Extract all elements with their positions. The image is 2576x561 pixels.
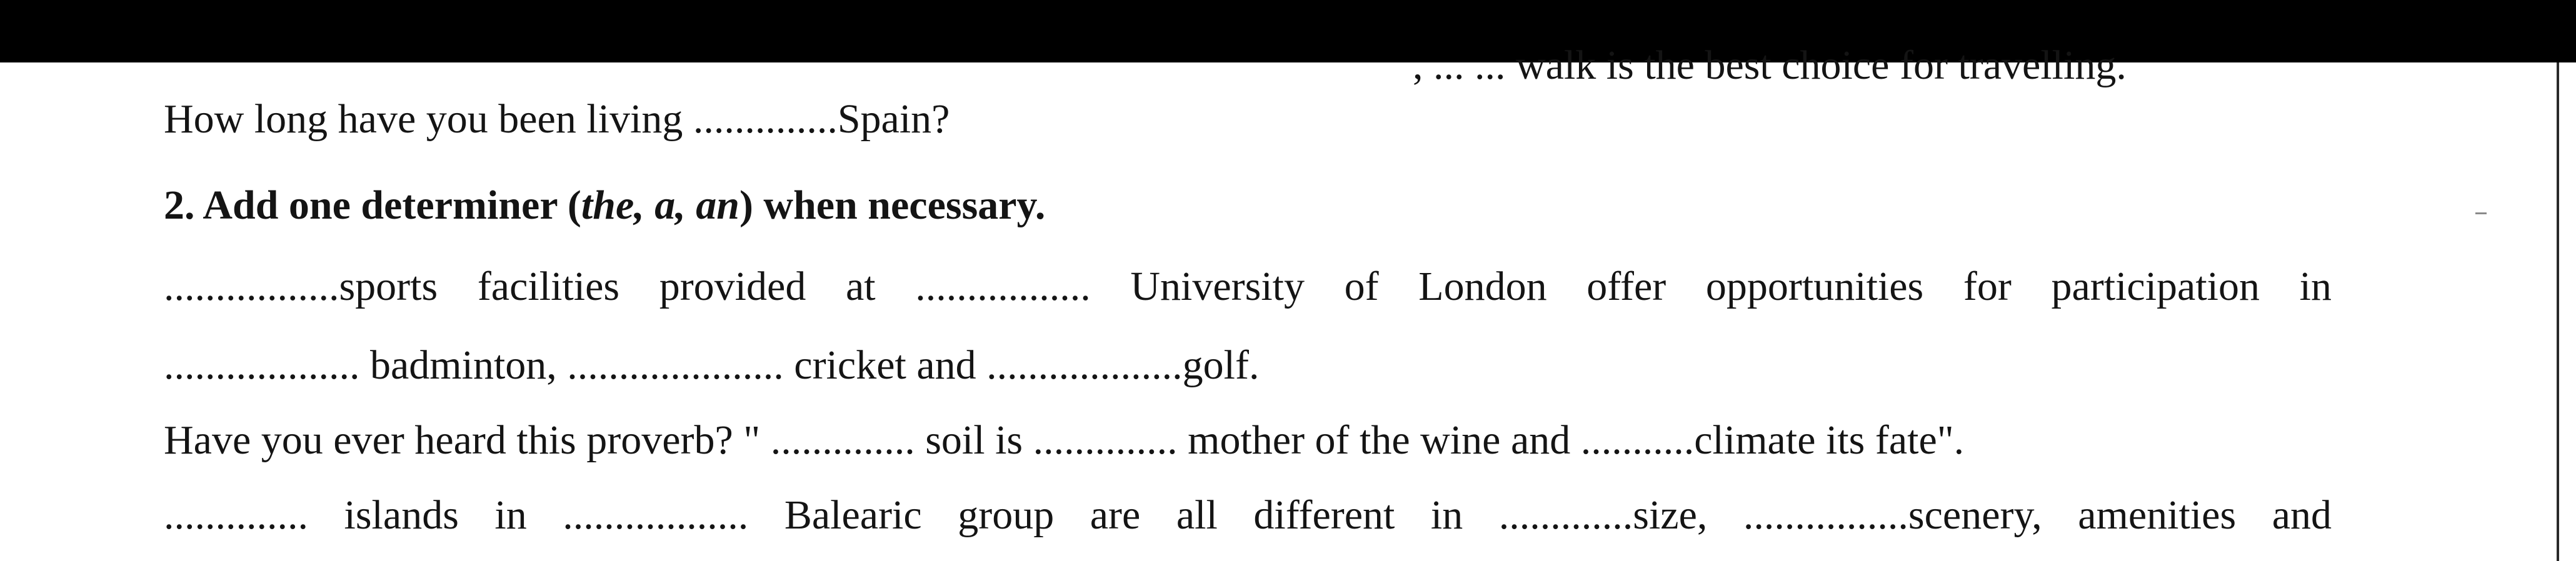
exercise2-heading-number: 2.	[164, 182, 195, 228]
scan-top-band	[0, 0, 2576, 62]
margin-tick-mark	[2475, 212, 2487, 214]
exercise2-line-4: .............. islands in .................. Balearic group are all different in .............size, ................scenery, amenities and	[164, 492, 2332, 538]
exercise2-heading-before: Add one determiner (	[203, 182, 581, 228]
cut-off-text-line: , ... ... walk is the best choice for travelling.	[1413, 42, 2127, 88]
exercise2-line-1: .................sports facilities provided at ................. University of London offer opportunities for participation in	[164, 264, 2332, 309]
exercise1-last-item: How long have you been living ..............Spain?	[164, 96, 950, 142]
exercise2-heading-after: ) when necessary.	[739, 182, 1046, 228]
exercise2-heading-determiners: the, a, an	[581, 182, 739, 228]
exercise2-line-2: ................... badminton, ..................... cricket and ...................golf.	[164, 342, 1260, 388]
exercise2-line-3: Have you ever heard this proverb? " .............. soil is .............. mother of the wine and ...........climate its fate".	[164, 417, 1965, 463]
page-right-border	[2557, 62, 2559, 561]
exercise2-heading	[164, 181, 1045, 230]
